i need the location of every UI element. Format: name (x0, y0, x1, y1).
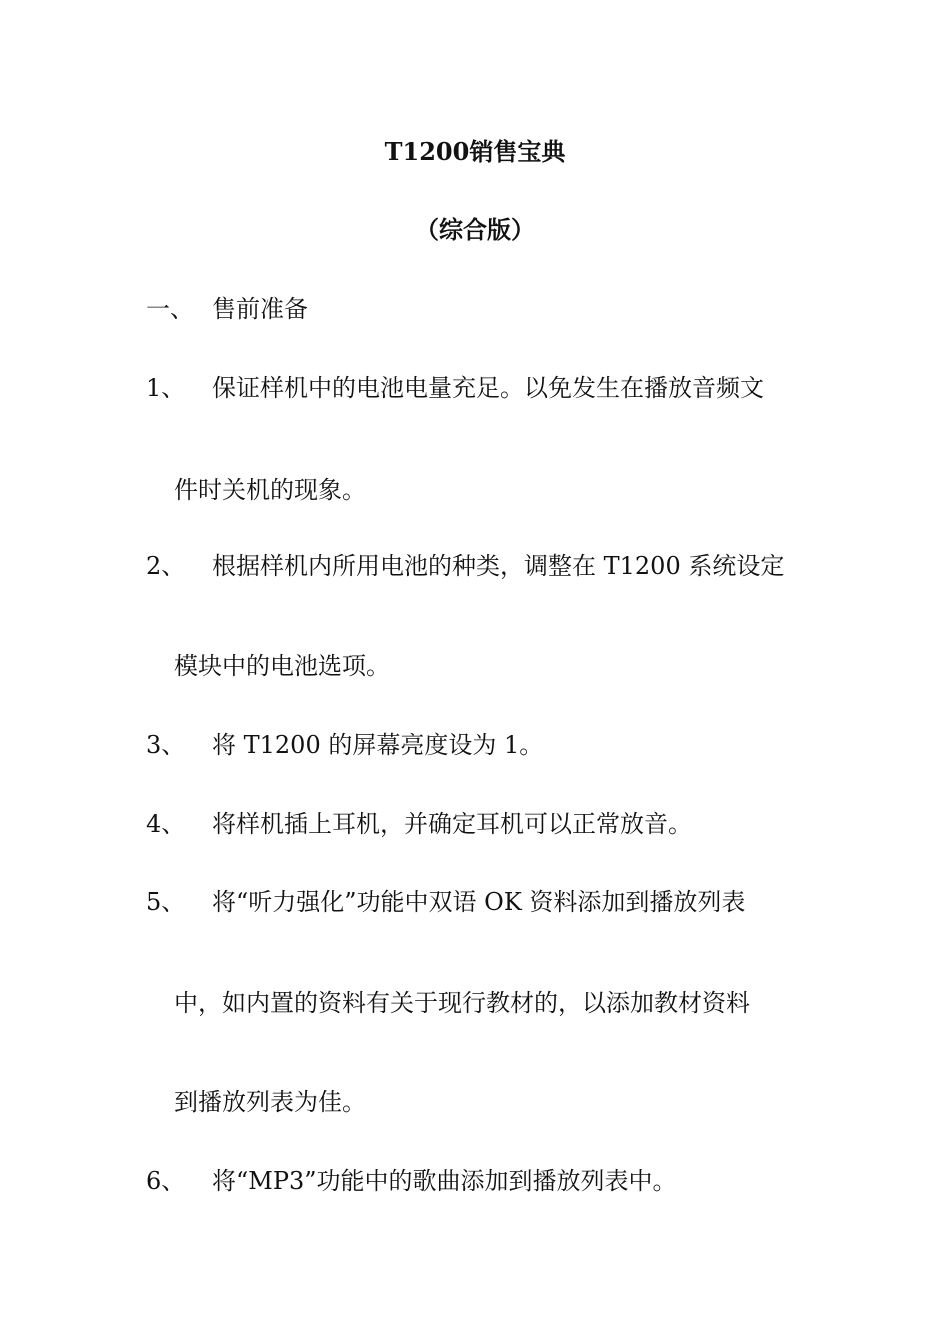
section-number: 一、 (146, 295, 194, 323)
document-title: T1200销售宝典 (384, 137, 566, 166)
item-number: 5、 (146, 888, 186, 916)
item-text-continued: 件时关机的现象。 (174, 476, 366, 504)
item-text: 将“MP3”功能中的歌曲添加到播放列表中。 (212, 1167, 677, 1195)
section-heading-text: 售前准备 (212, 295, 308, 323)
item-number: 3、 (146, 731, 186, 759)
item-number: 6、 (146, 1167, 186, 1195)
item-text: 保证样机中的电池电量充足。以免发生在播放音频文 (212, 374, 764, 402)
item-number: 2、 (146, 552, 186, 580)
item-text-continued: 中，如内置的资料有关于现行教材的，以添加教材资料 (174, 989, 750, 1017)
item-text: 将样机插上耳机，并确定耳机可以正常放音。 (212, 810, 692, 838)
item-number: 1、 (146, 374, 186, 402)
document-subtitle: （综合版） (415, 215, 535, 244)
item-number: 4、 (146, 810, 186, 838)
item-text-continued: 到播放列表为佳。 (174, 1088, 366, 1116)
item-text-continued: 模块中的电池选项。 (174, 652, 390, 680)
item-text: 将 T1200 的屏幕亮度设为 1。 (212, 731, 544, 759)
item-text: 根据样机内所用电池的种类，调整在 T1200 系统设定 (212, 552, 785, 580)
item-text: 将“听力强化”功能中双语 OK 资料添加到播放列表 (212, 888, 746, 916)
